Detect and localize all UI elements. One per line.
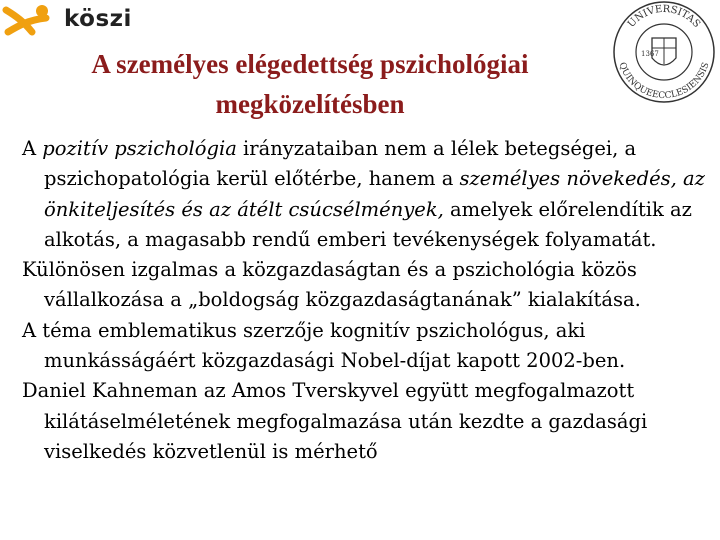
- paragraph-4: [22, 376, 720, 467]
- slide-title: [0, 44, 620, 124]
- paragraph-1-segment: irányzataiban nem a lélek betegségei, a pszichopatológia kerül előtérbe, hanem a: [44, 137, 637, 191]
- paragraph-1-segment: személyes növekedés, az önkiteljesítés és az átélt csúcsélmények,: [44, 167, 705, 221]
- seal-year-left: 1367: [641, 50, 659, 58]
- paragraph-2: [22, 255, 720, 316]
- seal-bottom-text: QUINQUEECCLESIENSIS: [616, 61, 712, 102]
- slide-body: [22, 134, 720, 467]
- title-line-2: megközelítésben: [215, 89, 405, 119]
- paragraph-2-segment: Különösen izgalmas a közgazdaságtan és a pszichológia közös vállalkozása a „boldogság közgazdaságtanának” kialakítása.: [22, 258, 641, 312]
- koszi-logo: [2, 2, 132, 38]
- seal-top-text: UNIVERSITAS: [625, 3, 703, 30]
- paragraph-3: [22, 316, 720, 377]
- title-line-1: A személyes elégedettség pszichológiai: [91, 49, 529, 79]
- paragraph-1: [22, 134, 720, 255]
- paragraph-1-segment: amelyek előrelendítik az alkotás, a magasabb rendű emberi tevékenységek folyamatát.: [44, 197, 692, 251]
- koszi-logo-icon: [2, 2, 62, 38]
- logo-text: köszi: [64, 6, 132, 32]
- university-seal-icon: [608, 0, 720, 104]
- paragraph-3-segment: A téma emblematikus szerzője kognitív pszichológus, aki munkásságáért közgazdasági Nobel-díjat kapott 2002-ben.: [22, 318, 626, 373]
- paragraph-1-segment: pozitív pszichológia: [42, 137, 237, 160]
- paragraph-1-segment: A: [22, 137, 43, 160]
- paragraph-4-segment: Daniel Kahneman az Amos Tverskyvel együtt megfogalmazott kilátáselméletének megfogalmazása után kezdte a gazdasági viselkedés közvetlenül is mérhető: [22, 379, 648, 463]
